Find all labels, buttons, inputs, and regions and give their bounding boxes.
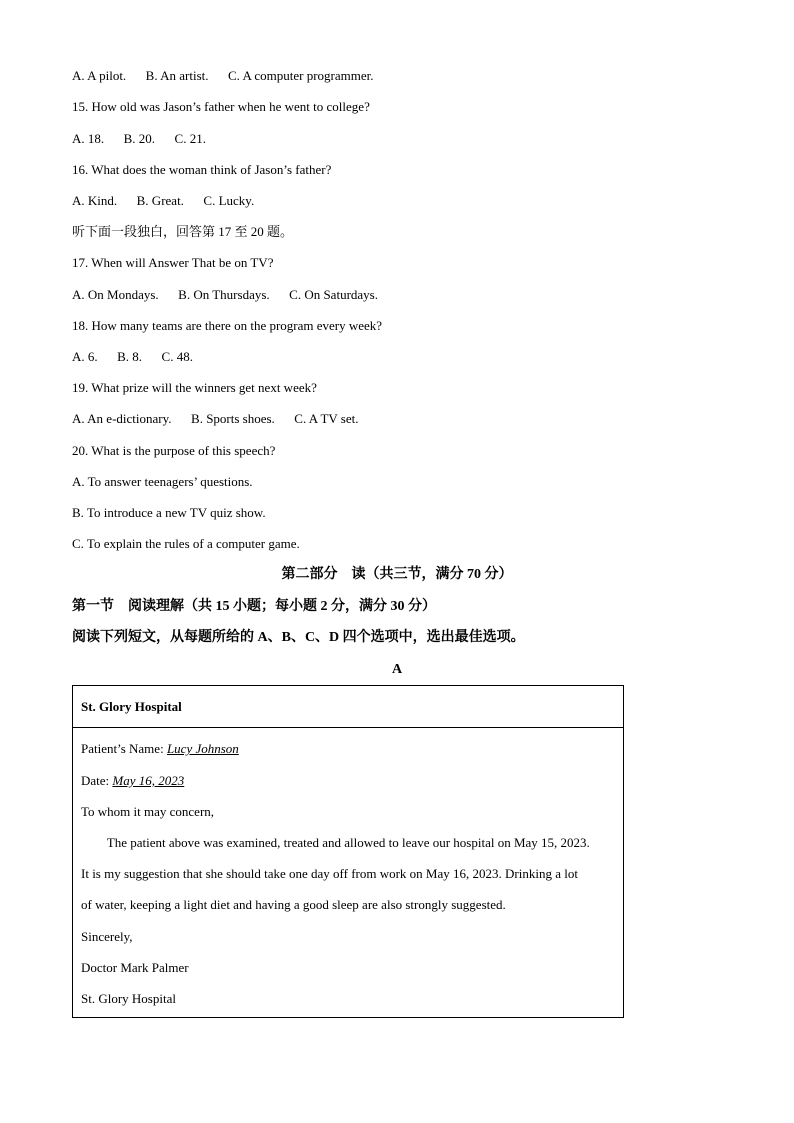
closing: Sincerely, [81, 929, 133, 944]
q17-question: 17. When will Answer That be on TV? [72, 255, 274, 270]
passage-label: A [391, 662, 403, 677]
q19-question: 19. What prize will the winners get next week? [72, 380, 317, 395]
q20-question: 20. What is the purpose of this speech? [72, 443, 276, 458]
q20-option-a: A. To answer teenagers’ questions. [72, 474, 253, 489]
note-body-line-2: It is my suggestion that she should take one day off from work on May 16, 2023. Drinking a lot [81, 866, 578, 881]
q20-option-c: C. To explain the rules of a computer game. [72, 536, 300, 551]
section1-title: 第一节 阅读理解（共 15 小题；每小题 2 分，满分 30 分） [72, 599, 436, 614]
date-value: May 16, 2023 [112, 773, 185, 788]
note-header-title: St. Glory Hospital [81, 699, 182, 714]
signer: Doctor Mark Palmer [81, 960, 189, 975]
patient-name-value: Lucy Johnson [166, 741, 239, 756]
q14-options: A. A pilot. B. An artist. C. A computer programmer. [72, 68, 374, 83]
monologue-instruction: 听下面一段独白，回答第 17 至 20 题。 [72, 224, 294, 239]
q19-options: A. An e-dictionary. B. Sports shoes. C. A TV set. [72, 411, 359, 426]
q16-options: A. Kind. B. Great. C. Lucky. [72, 193, 255, 208]
part2-title: 第二部分 读（共三节，满分 70 分） [281, 567, 513, 582]
q16-question: 16. What does the woman think of Jason’s father? [72, 162, 332, 177]
hospital-note [72, 685, 624, 1018]
patient-name-line [81, 741, 239, 757]
q15-options: A. 18. B. 20. C. 21. [72, 131, 206, 146]
note-body-line-1: The patient above was examined, treated and allowed to leave our hospital on May 15, 2023. [81, 835, 590, 850]
signer-org: St. Glory Hospital [81, 991, 176, 1006]
date-label: Date: [81, 773, 113, 788]
salutation: To whom it may concern, [81, 804, 215, 819]
note-body-line-3: of water, keeping a light diet and having a good sleep are also strongly suggested. [81, 897, 506, 912]
patient-name-label: Patient’s Name: [81, 741, 167, 756]
date-line [81, 773, 184, 789]
q18-question: 18. How many teams are there on the program every week? [72, 318, 383, 333]
note-header [73, 686, 623, 728]
q17-options: A. On Mondays. B. On Thursdays. C. On Saturdays. [72, 287, 378, 302]
reading-instruction: 阅读下列短文，从每题所给的 A、B、C、D 四个选项中，选出最佳选项。 [72, 630, 525, 645]
q18-options: A. 6. B. 8. C. 48. [72, 349, 193, 364]
q15-question: 15. How old was Jason’s father when he went to college? [72, 99, 370, 114]
q20-option-b: B. To introduce a new TV quiz show. [72, 505, 266, 520]
